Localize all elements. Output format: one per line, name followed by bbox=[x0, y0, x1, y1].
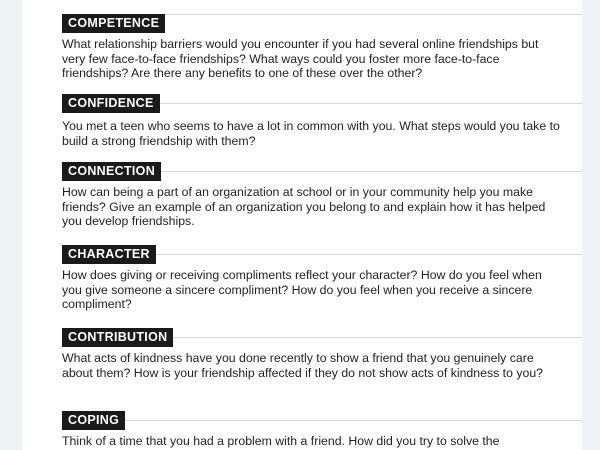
section-label: CONFIDENCE bbox=[62, 94, 160, 113]
section-connection bbox=[62, 162, 562, 229]
section-character bbox=[62, 245, 562, 312]
worksheet-page bbox=[22, 0, 582, 450]
section-label: COMPETENCE bbox=[62, 14, 165, 33]
section-question: Think of a time that you had a problem with a friend. How did you try to solve the bbox=[62, 434, 500, 448]
section-coping bbox=[62, 411, 562, 449]
section-question: You met a teen who seems to have a lot in common with you. What steps would you take to build a strong friendship with them? bbox=[62, 119, 560, 148]
section-question: How can being a part of an organization at school or in your community help you make friends? Give an example of an organization you belong to and explain how it has helped you develop friendships. bbox=[62, 185, 546, 228]
divider bbox=[62, 420, 582, 421]
section-question: How does giving or receiving compliments reflect your character? How do you feel when you give someone a sincere compliment? How do you feel when you receive a sincere compliment? bbox=[62, 268, 542, 311]
section-label: CONTRIBUTION bbox=[62, 328, 173, 347]
section-contribution bbox=[62, 328, 562, 380]
section-label: CHARACTER bbox=[62, 245, 156, 264]
section-competence bbox=[62, 14, 562, 81]
section-question: What relationship barriers would you encounter if you had several online friendships but very few face-to-face friendships? What ways could you foster more face-to-face friendships? Are there any benefits to one of these over the other? bbox=[62, 37, 539, 80]
section-confidence bbox=[62, 94, 562, 148]
section-label: CONNECTION bbox=[62, 162, 161, 181]
section-question: What acts of kindness have you done recently to show a friend that you genuinely care about them? How is your friendship affected if they do not show acts of kindness to you? bbox=[62, 351, 543, 380]
section-label: COPING bbox=[62, 411, 125, 430]
